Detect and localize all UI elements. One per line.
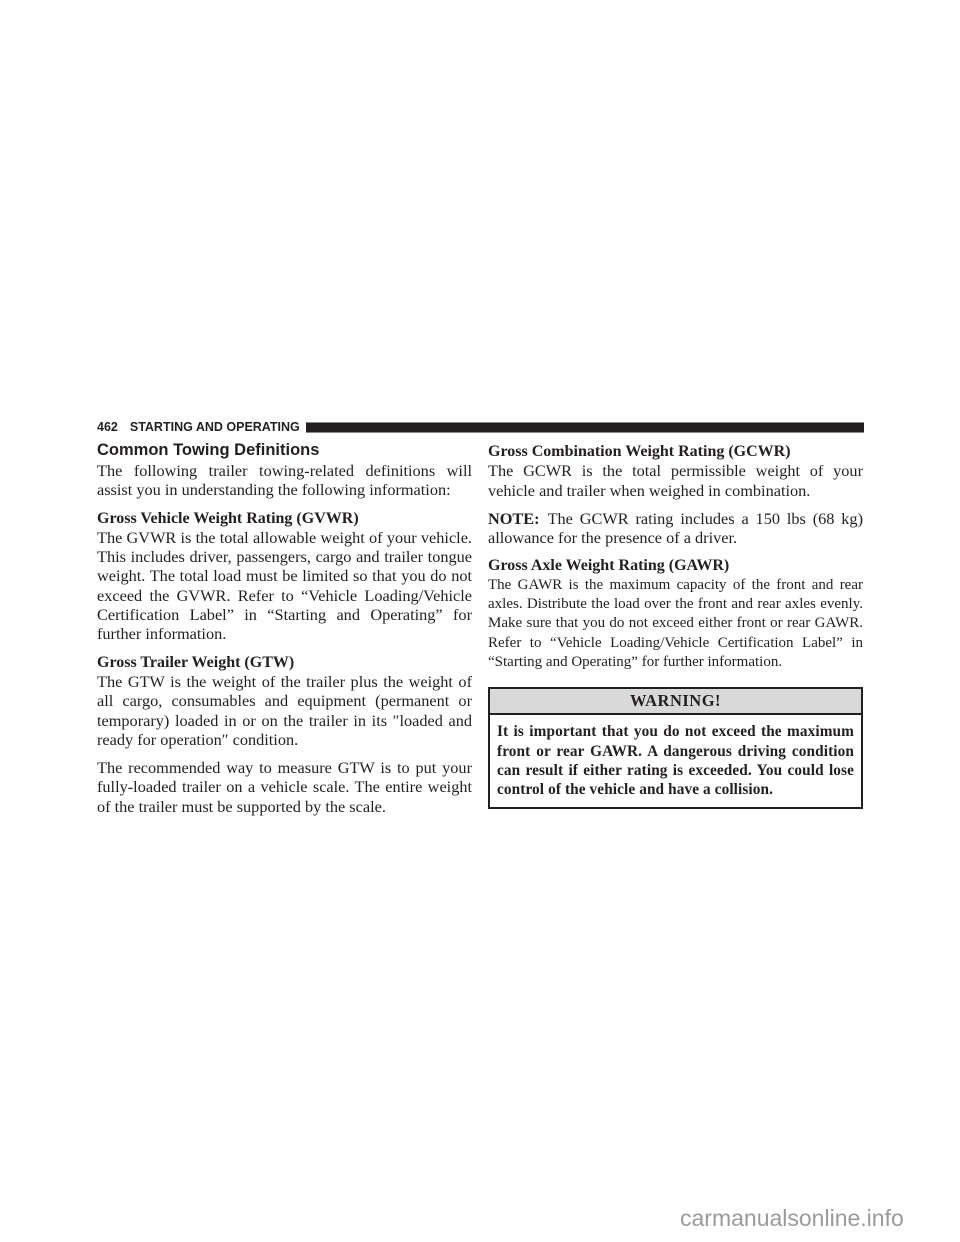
intro-paragraph: The following trailer towing-related definitions will assist you in understanding the following information: bbox=[97, 461, 472, 500]
page-number: 462 bbox=[97, 420, 118, 434]
warning-title: WARNING! bbox=[490, 689, 861, 715]
note-label: NOTE: bbox=[488, 508, 540, 528]
watermark: carmanualsonline.info bbox=[680, 1205, 904, 1231]
gcwr-heading: Gross Combination Weight Rating (GCWR) bbox=[488, 443, 791, 460]
warning-box bbox=[488, 687, 863, 809]
right-column bbox=[488, 440, 863, 809]
gawr-heading: Gross Axle Weight Rating (GAWR) bbox=[488, 557, 730, 575]
section-title: Common Towing Definitions bbox=[97, 441, 320, 459]
header-rule bbox=[306, 422, 864, 433]
note-text: The GCWR rating includes a 150 lbs (68 kg) allowance for the presence of a driver. bbox=[488, 508, 863, 548]
section-name: STARTING AND OPERATING bbox=[129, 420, 300, 434]
gtw-measure-paragraph: The recommended way to measure GTW is to put your fully-loaded trailer on a vehicle scale. The entire weight of the trailer must be supported by the scale. bbox=[97, 758, 472, 816]
gvwr-paragraph: The GVWR is the total allowable weight of your vehicle. This includes driver, passengers, cargo and trailer tongue weight. The total load must be limited so that you do not exceed the GVWR. Refer to “Vehicle Loading/Vehicle Certification Label” in “Starting and Operating” for further information. bbox=[97, 527, 472, 644]
warning-body: It is important that you do not exceed the maximum front or rear GAWR. A dangerous driving condition can result if either rating is exceeded. You could lose control of the vehicle and have a collision. bbox=[497, 723, 854, 799]
gtw-paragraph: The GTW is the weight of the trailer plus the weight of all cargo, consumables and equipment (permanent or temporary) loaded in or on the trailer in its ″loaded and ready for operation″ condition. bbox=[97, 671, 472, 749]
gtw-heading: Gross Trailer Weight (GTW) bbox=[97, 653, 295, 671]
gcwr-paragraph: The GCWR is the total permissible weight of your vehicle and trailer when weighed in combination. bbox=[488, 461, 863, 500]
gawr-paragraph: The GAWR is the maximum capacity of the front and rear axles. Distribute the load over the front and rear axles evenly. Make sure that you do not exceed either front or rear GAWR. Refer to “Vehicle Loading/Vehicle Certification Label” in “Starting and Operating” for further information. bbox=[488, 576, 863, 670]
note-paragraph bbox=[488, 509, 863, 548]
left-column bbox=[97, 440, 472, 816]
gvwr-heading: Gross Vehicle Weight Rating (GVWR) bbox=[97, 509, 359, 527]
page-header bbox=[97, 419, 864, 435]
